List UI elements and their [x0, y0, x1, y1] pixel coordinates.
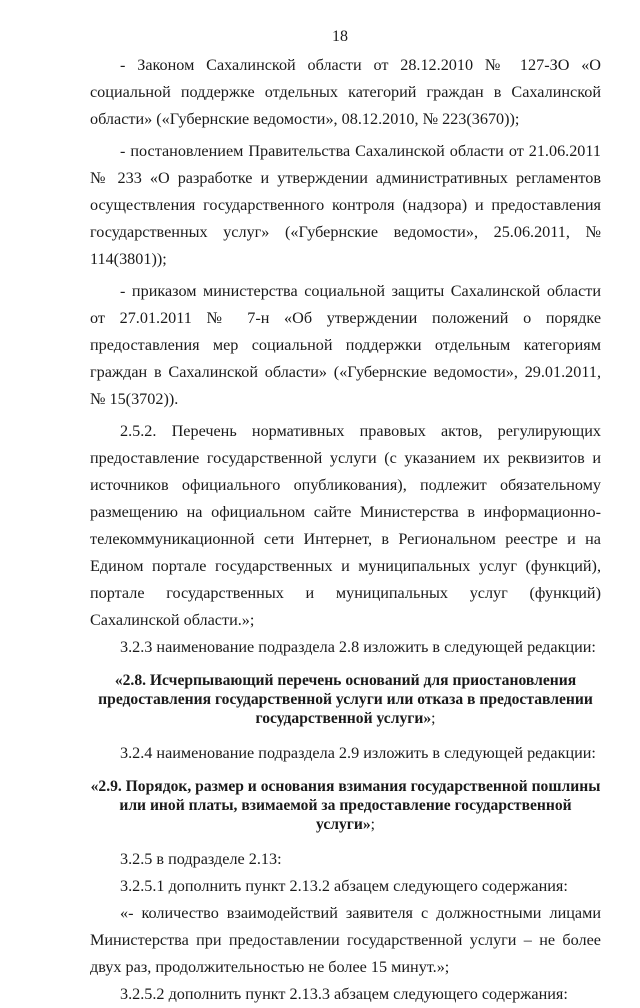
- paragraph-ministry-order: - приказом министерства социальной защиты Сахалинской области от 27.01.2011 № 7-н «Об утверждении положений о порядке предоставления мер социальной поддержки отдельным категориям граждан в Сахалинской области» («Губернские ведомости», 29.01.2011, № 15(3702)).: [90, 282, 601, 408]
- paragraph-3-2-5: 3.2.5 в подразделе 2.13:: [120, 850, 282, 868]
- paragraph-3-2-4: 3.2.4 наименование подраздела 2.9 изложить в следующей редакции:: [120, 744, 596, 762]
- heading-2-9: [90, 777, 601, 834]
- heading-2-8-text: «2.8. Исчерпывающий перечень оснований для приостановления предоставления государственной услуги или отказа в предоставлении государственной услуги»: [98, 672, 593, 727]
- paragraph-3-2-5-2: 3.2.5.2 дополнить пункт 2.13.3 абзацем следующего содержания:: [120, 985, 568, 1003]
- paragraph-3-2-3: 3.2.3 наименование подраздела 2.8 изложить в следующей редакции:: [120, 638, 596, 656]
- paragraph-law-sakhalin: - Законом Сахалинской области от 28.12.2010 № 127-ЗО «О социальной поддержке отдельных категорий граждан в Сахалинской области» («Губернские ведомости», 08.12.2010, № 223(3670));: [90, 56, 601, 128]
- paragraph-3-2-5-1: 3.2.5.1 дополнить пункт 2.13.2 абзацем следующего содержания:: [120, 877, 568, 895]
- heading-2-9-text: «2.9. Порядок, размер и основания взимания государственной пошлины или иной платы, взимаемой за предоставление государственной услуги»: [90, 778, 601, 833]
- paragraph-government-decree: - постановлением Правительства Сахалинской области от 21.06.2011 № 233 «О разработке и утверждении административных регламентов осуществления государственного контроля (надзора) и предоставления государственных услуг» («Губернские ведомости», 25.06.2011, № 114(3801));: [90, 142, 601, 268]
- heading-2-8: [90, 671, 601, 728]
- document-body: [90, 52, 601, 1008]
- page-number: 18: [332, 28, 348, 45]
- paragraph-2-5-2: 2.5.2. Перечень нормативных правовых актов, регулирующих предоставление государственной услуги (с указанием их реквизитов и источников официального опубликования), подлежит обязательному размещению на официальном сайте Министерства в информационно-телекоммуникационной сети Интернет, в Региональном реестре и на Едином портале государственных и муниципальных услуг (функций), портале государственных и муниципальных услуг (функций) Сахалинской области.»;: [90, 422, 601, 629]
- heading-2-8-tail: ;: [431, 710, 436, 727]
- paragraph-quote-interactions: «- количество взаимодействий заявителя с должностными лицами Министерства при предоставлении государственной услуги – не более двух раз, продолжительностью не более 15 минут.»;: [90, 904, 601, 976]
- heading-2-9-tail: ;: [370, 816, 375, 833]
